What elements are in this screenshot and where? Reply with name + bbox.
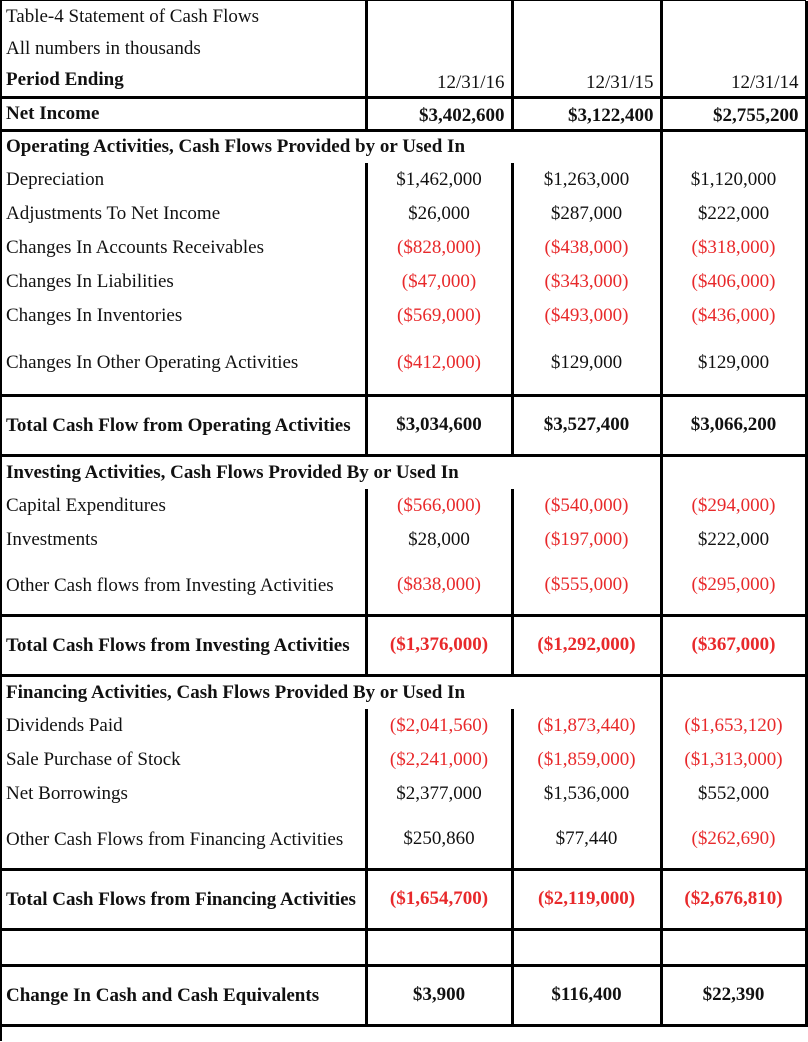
row-value-2014: $552,000 [661, 777, 806, 811]
net-income-2014: $2,755,200 [661, 97, 806, 130]
net-income-2015: $3,122,400 [512, 97, 661, 130]
table-row [2, 163, 806, 197]
row-value-2015: ($197,000) [512, 523, 661, 557]
row-value-2016: ($2,041,560) [366, 709, 512, 743]
row-value-2016: $28,000 [366, 523, 512, 557]
row-value-2015: ($540,000) [512, 489, 661, 523]
row-value-2016: ($828,000) [366, 231, 512, 265]
operating-heading-row [2, 130, 806, 163]
date-2014: 12/31/14 [661, 65, 806, 97]
table-row [2, 333, 806, 395]
operating-total-row [2, 395, 806, 455]
row-value-2014: ($294,000) [661, 489, 806, 523]
row-label: Adjustments To Net Income [6, 203, 221, 224]
table-row [2, 743, 806, 777]
period-row [2, 65, 806, 97]
financing-heading: Financing Activities, Cash Flows Provided By or Used In [2, 675, 661, 709]
net-income-label: Net Income [2, 97, 366, 130]
row-label: Changes In Accounts Receivables [6, 237, 265, 258]
operating-total-2016: $3,034,600 [366, 395, 512, 455]
financing-total-row [2, 869, 806, 929]
row-value-2016: ($412,000) [366, 333, 512, 395]
row-value-2016: ($566,000) [366, 489, 512, 523]
row-value-2016: ($838,000) [366, 557, 512, 615]
row-value-2015: ($438,000) [512, 231, 661, 265]
row-label: Net Borrowings [6, 783, 128, 804]
investing-total-label: Total Cash Flows from Investing Activities [2, 615, 366, 675]
row-value-2016: ($569,000) [366, 299, 512, 333]
subtitle-row [2, 33, 806, 65]
cash-flow-table [2, 1, 808, 1027]
row-value-2016: ($47,000) [366, 265, 512, 299]
investing-total-2016: ($1,376,000) [366, 615, 512, 675]
financing-total-2014: ($2,676,810) [661, 869, 806, 929]
row-value-2014: $222,000 [661, 523, 806, 557]
row-value-2016: $26,000 [366, 197, 512, 231]
financing-heading-row [2, 675, 806, 709]
table-row [2, 811, 806, 869]
row-value-2014: ($436,000) [661, 299, 806, 333]
operating-heading: Operating Activities, Cash Flows Provided by or Used In [2, 130, 661, 163]
row-value-2015: ($1,859,000) [512, 743, 661, 777]
net-income-2016: $3,402,600 [366, 97, 512, 130]
table-row [2, 299, 806, 333]
row-label: Other Cash Flows from Financing Activities [6, 828, 344, 850]
row-value-2014: ($295,000) [661, 557, 806, 615]
date-2016: 12/31/16 [366, 65, 512, 97]
row-value-2014: $222,000 [661, 197, 806, 231]
investing-total-row [2, 615, 806, 675]
table-row [2, 489, 806, 523]
row-label: Changes In Liabilities [6, 271, 174, 292]
row-value-2015: $1,536,000 [512, 777, 661, 811]
row-label: Sale Purchase of Stock [6, 749, 181, 770]
table-subtitle: All numbers in thousands [6, 38, 201, 59]
row-value-2016: $2,377,000 [366, 777, 512, 811]
row-value-2015: $129,000 [512, 333, 661, 395]
spacer-row [2, 929, 806, 965]
row-value-2015: ($555,000) [512, 557, 661, 615]
row-label: Capital Expenditures [6, 495, 166, 516]
table-row [2, 523, 806, 557]
investing-heading: Investing Activities, Cash Flows Provided By or Used In [2, 455, 661, 489]
row-value-2014: ($406,000) [661, 265, 806, 299]
row-value-2015: ($1,873,440) [512, 709, 661, 743]
row-label: Investments [6, 529, 98, 550]
period-label: Period Ending [6, 69, 124, 91]
net-income-row [2, 97, 806, 130]
row-label: Other Cash flows from Investing Activities [6, 574, 334, 596]
table-row [2, 265, 806, 299]
row-label: Changes In Other Operating Activities [6, 352, 299, 374]
row-value-2014: ($1,653,120) [661, 709, 806, 743]
financing-total-2015: ($2,119,000) [512, 869, 661, 929]
row-value-2014: $1,120,000 [661, 163, 806, 197]
row-value-2016: $250,860 [366, 811, 512, 869]
change-in-cash-2014: $22,390 [661, 965, 806, 1025]
investing-total-2014: ($367,000) [661, 615, 806, 675]
row-value-2015: ($493,000) [512, 299, 661, 333]
change-in-cash-2015: $116,400 [512, 965, 661, 1025]
title-row [2, 1, 806, 33]
table-title: Table-4 Statement of Cash Flows [6, 6, 260, 27]
table-row [2, 231, 806, 265]
table-row [2, 709, 806, 743]
operating-total-label: Total Cash Flow from Operating Activities [2, 395, 366, 455]
investing-total-2015: ($1,292,000) [512, 615, 661, 675]
table-row [2, 777, 806, 811]
row-value-2015: ($343,000) [512, 265, 661, 299]
table-row [2, 557, 806, 615]
row-label: Depreciation [6, 169, 105, 190]
row-value-2014: ($318,000) [661, 231, 806, 265]
row-label: Dividends Paid [6, 715, 123, 736]
row-label: Changes In Inventories [6, 305, 183, 326]
table-row [2, 197, 806, 231]
row-value-2014: ($262,690) [661, 811, 806, 869]
date-2015: 12/31/15 [512, 65, 661, 97]
financing-total-label: Total Cash Flows from Financing Activities [2, 869, 366, 929]
row-value-2016: ($2,241,000) [366, 743, 512, 777]
operating-total-2015: $3,527,400 [512, 395, 661, 455]
change-in-cash-2016: $3,900 [366, 965, 512, 1025]
row-value-2016: $1,462,000 [366, 163, 512, 197]
investing-heading-row [2, 455, 806, 489]
change-in-cash-row [2, 965, 806, 1025]
row-value-2014: ($1,313,000) [661, 743, 806, 777]
operating-total-2014: $3,066,200 [661, 395, 806, 455]
row-value-2014: $129,000 [661, 333, 806, 395]
financing-total-2016: ($1,654,700) [366, 869, 512, 929]
row-value-2015: $77,440 [512, 811, 661, 869]
row-value-2015: $1,263,000 [512, 163, 661, 197]
row-value-2015: $287,000 [512, 197, 661, 231]
change-in-cash-label: Change In Cash and Cash Equivalents [2, 965, 366, 1025]
